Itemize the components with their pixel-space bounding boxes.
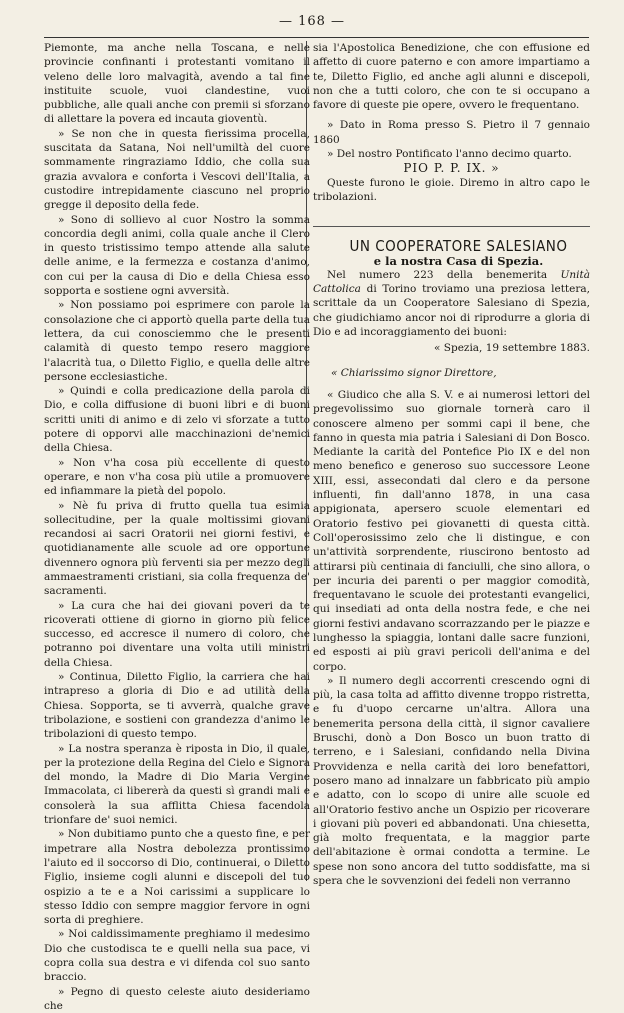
- left-paragraph: » La cura che hai dei giovani poveri da te ricoverati ottiene di giorno in giorno più felice successo, ed accresce il numero di coloro, che potranno poi diventare una volta utili ministri della Chiesa.: [44, 599, 310, 669]
- left-paragraph: » La nostra speranza è riposta in Dio, il quale, per la protezione della Regina del Cielo e Signora del mondo, la Madre di Dio Maria Vergine Immacolata, ci libererà da questi sì grandi mali e consolerà la sua afflitta Chiesa facendola trionfare de' suoi nemici.: [44, 742, 310, 827]
- left-paragraph: » Noi caldissimamente preghiamo il medesimo Dio che custodisca te e quelli nella sua pace, vi copra colla sua destra e vi difenda col suo santo braccio.: [44, 928, 310, 984]
- left-paragraph: » Quindi e colla predicazione della parola di Dio, e colla diffusione di buoni libri e di buoni scritti uniti di animo e di zelo vi sforzate a tutto potere di opporvi alle macchinazioni de'nemici della Chiesa.: [44, 385, 310, 455]
- dato-line: » Dato in Roma presso S. Pietro il 7 gennaio 1860: [313, 119, 590, 146]
- left-paragraph: » Nè fu priva di frutto quella tua esimia sollecitudine, per la quale moltissimi giovani recandosi ai sacri Oratorii nei giorni festivi, e quotidianamente alle scuole ad ore opportune divennero ognora più ferventi sia per mezzo degli ammaestramenti cristiani, sia colla frequenza de' sacramenti.: [44, 499, 310, 598]
- left-paragraph: Piemonte, ma anche nella Toscana, e nelle provincie confinanti i protestanti vomitano il veleno delle loro malvagità, avendo a tal fine instituite scuole, vuoi clandestine, vuoi pubbliche, alle quali anche con premii si sforzano di allettare la povera ed incauta gioventù.: [44, 42, 310, 126]
- left-paragraph: » Non dubitiamo punto che a questo fine, e per impetrare alla Nostra debolezza prontissimo l'aiuto ed il soccorso di Dio, continuerai, o Diletto Figlio, insieme cogli alunni e discepoli del tuo ospizio a te e a Noi carissimi a supplicare lo stesso Iddio con sempre maggior fervore in ogni sorta di preghiere.: [44, 828, 310, 927]
- letter-paragraph: « Giudico che alla S. V. e ai numerosi lettori del pregevolissimo suo giornale tornerà caro il conoscere almeno per sommi capi il bene, che fanno in questa mia patria i Salesiani di Don Bosco. Mediante la carità del Pontefice Pio IX e del non meno benefico e generoso suo successore Leone XIII, essi, assecondati dal clero e da persone influenti, fin dall'anno 1878, in una casa appigionata, apersero scuole elementari ed Oratorio festivo pei giovanetti di questa città. Coll'operosissimo zelo che li distingue, e con un'attività sorprendente, riuscirono bentosto ad attirarsi più centinaia di fanciulli, che sino allora, o per incuria dei parenti o per maggior comodità, frequentavano le scuole dei protestanti evangelici, qui insediati ad onta della nostra fede, e che nei giorni festivi andavano scorrazzando per le piazze e lunghesso la spiaggia, lontani dalle sacre funzioni, ed esposti ai più gravi pericoli dell'anima e del corpo.: [313, 388, 590, 673]
- right-column: [313, 41, 590, 888]
- article-intro: [313, 268, 590, 339]
- papal-signature: PIO P. P. IX. »: [403, 161, 500, 176]
- header-rule: [44, 37, 589, 38]
- closing-line: Queste furono le gioie. Diremo in altro capo le tribolazioni.: [313, 176, 590, 203]
- left-paragraph: » Continua, Diletto Figlio, la carriera che hai intrapreso a gloria di Dio e ad utilità della Chiesa. Sopporta, se ti avverrà, qualche grave tribolazione, e sostieni con grandezza d'animo le tribolazioni di questo tempo.: [44, 671, 310, 741]
- article-title: UN COOPERATORE SALESIANO: [349, 237, 568, 256]
- letter-paragraph: » Il numero degli accorrenti crescendo ogni di più, la casa tolta ad affitto divenne troppo ristretta, e fu d'uopo cercarne un'altra. Allora una benemerita persona della città, il signor cavaliere Bruschi, donò a Don Bosco un buon tratto di terreno, e i Salesiani, confidando nella Divina Provvidenza e nella carità dei loro benefattori, posero mano ad innalzare un fabbricato più ampio e adatto, con lo scopo di unire alle scuole ed all'Oratorio festivo anche un Ospizio per ricoverare i giovani più poveri ed abbandonati. Una chiesetta, già molto frequentata, e la maggior parte dell'abitazione è ormai condotta a termine. Le spese non sono ancora del tutto soddisfatte, ma si spera che le sovvenzioni dei fedeli non verranno: [313, 674, 590, 888]
- letter-salutation: « Chiarissimo signor Direttore,: [331, 366, 497, 379]
- intro-text-b: di Torino troviamo una preziosa lettera, scrittale da un Cooperatore Salesiano di Spezia, che giudichiamo ancor noi di riprodurre a gloria di Dio e ad incoraggiamento dei buoni:: [313, 283, 590, 339]
- left-paragraph: » Non v'ha cosa più eccellente di questo operare, e non v'ha cosa più utile a promuovere ed infiammare la pietà del popolo.: [44, 456, 310, 498]
- left-column: [44, 41, 310, 1013]
- left-paragraph: » Sono di sollievo al cuor Nostro la somma concordia degli animi, colla quale anche il Clero in questo tristissimo tempo attende alla salute delle anime, e la fermezza e costanza d'animo, con cui per la causa di Dio e della Chiesa esso sopporta e sostiene ogni avversità.: [44, 213, 310, 298]
- letter-date: « Spezia, 19 settembre 1883.: [434, 342, 590, 355]
- article-subtitle: e la nostra Casa di Spezia.: [373, 253, 544, 268]
- journal-name: Unità Cattolica: [313, 268, 590, 296]
- left-paragraph: » Se non che in questa fierissima procella, suscitata da Satana, Noi nell'umiltà del cuore sommamente ringraziamo Iddio, che colla sua grazia avvalora e conforta i Vescovi dell'Italia, a custodire intrepidamente ciascuno nel proprio gregge il deposito della fede.: [44, 127, 310, 212]
- pontificato-line: » Del nostro Pontificato l'anno decimo quarto.: [327, 148, 572, 161]
- right-paragraph: sia l'Apostolica Benedizione, che con effusione ed affetto di cuore paterno e con amore impartiamo a te, Diletto Figlio, ed anche agli alunni e discepoli, non che a tutti coloro, che con te si occupano a favore di queste pie opere, ovvero le frequentano.: [313, 42, 590, 112]
- left-paragraph: » Non possiamo poi esprimere con parole la consolazione che ci apportò quella parte della tua lettera, da cui conosciemmo che le presenti calamità di questo tempo resero maggiore l'alacrità tua, o Diletto Figlio, e quella delle altre persone ecclesiastiche.: [44, 299, 310, 383]
- left-paragraph: » Pegno di questo celeste aiuto desideriamo che: [44, 985, 310, 1012]
- intro-text-a: Nel numero 223 della benemerita: [327, 268, 561, 281]
- page-number: — 168 —: [278, 14, 346, 29]
- section-rule: [313, 226, 590, 227]
